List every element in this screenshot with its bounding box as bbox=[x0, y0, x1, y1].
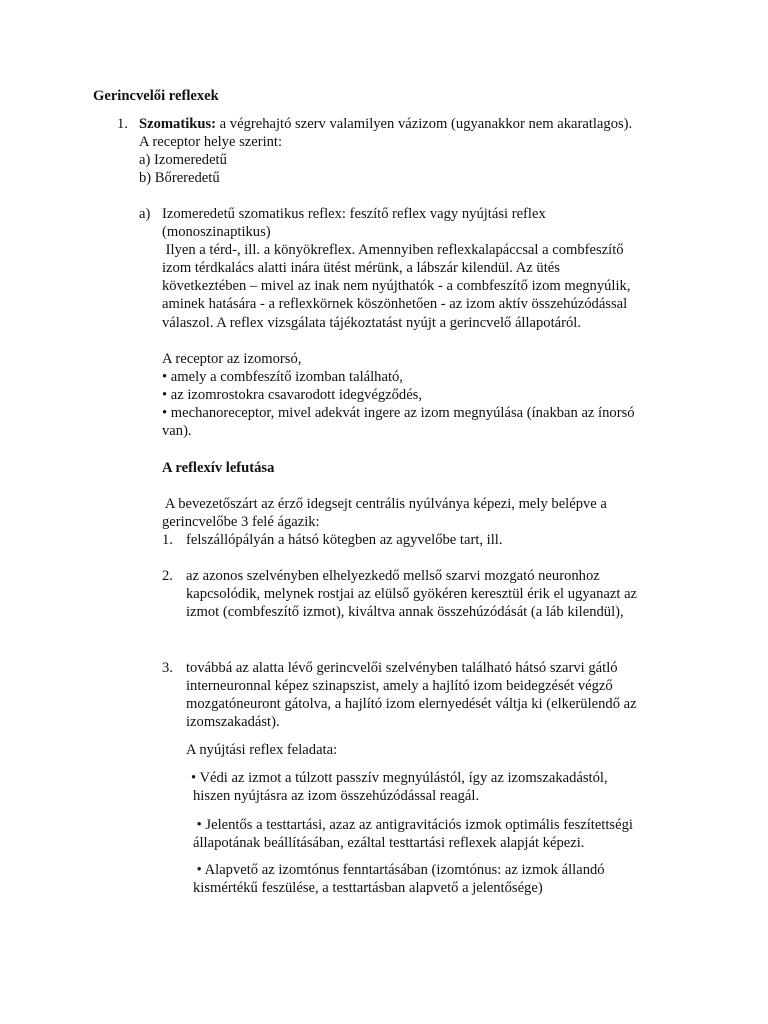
reflexiv-heading: A reflexív lefutása bbox=[162, 460, 275, 476]
section1-label: Szomatikus: bbox=[139, 116, 217, 132]
section1-line: a) Izomeredetű bbox=[139, 152, 227, 168]
feladat-heading: A nyújtási reflex feladata: bbox=[186, 742, 338, 758]
reflexiv-intro: gerincvelőbe 3 felé ágazik: bbox=[162, 514, 320, 530]
section1-line: b) Bőreredetű bbox=[139, 170, 220, 186]
sub-a-line: Ilyen a térd-, ill. a könyökreflex. Amennyiben reflexkalapáccsal a combfeszítő bbox=[162, 242, 624, 258]
feladat-item-line: kismértékű feszülése, a testtartásban alapvető a jelentősége) bbox=[193, 880, 543, 896]
reflexiv-item-line: továbbá az alatta lévő gerincvelői szelvényben található hátsó szarvi gátló bbox=[186, 660, 618, 676]
reflexiv-item-line: interneuronnal képez szinapszist, amely a hajlító izom beidegzését végző bbox=[186, 678, 613, 694]
reflexiv-item-number: 1. bbox=[162, 532, 173, 548]
section1-line: A receptor helye szerint: bbox=[139, 134, 283, 150]
sub-a-line: aminek hatására - a reflexkörnek köszönhetően - az izom aktív összehúzódással bbox=[162, 296, 628, 312]
feladat-item-line: hiszen nyújtásra az izom összehúzódással reagál. bbox=[193, 788, 480, 804]
reflexiv-item-line: kapcsolódik, melynek rostjai az elülső gyökéren keresztül érik el ugyanazt az bbox=[186, 586, 638, 602]
feladat-item-line: • Jelentős a testtartási, azaz az antigravitációs izmok optimális feszítettségi bbox=[193, 817, 633, 833]
reflexiv-item-line: izmot (combfeszítő izmot), kiváltva annak összehúzódását (a láb kilendül), bbox=[186, 604, 624, 620]
reflexiv-item-number: 2. bbox=[162, 568, 173, 584]
receptor-bullet: • mechanoreceptor, mivel adekvát ingere az izom megnyúlása (ínakban az ínorsó bbox=[162, 405, 635, 421]
reflexiv-item-line: felszállópályán a hátsó kötegben az agyvelőbe tart, ill. bbox=[186, 532, 503, 548]
sub-a-line: válaszol. A reflex vizsgálata tájékoztatást nyújt a gerincvelő állapotáról. bbox=[162, 315, 581, 331]
section1-text: a végrehajtó szerv valamilyen vázizom (ugyanakkor nem akaratlagos). bbox=[216, 116, 633, 132]
sub-a-line: (monoszinaptikus) bbox=[162, 224, 271, 240]
sub-a-line: következtében – mivel az inak nem nyújthatók - a combfeszítő izom megnyúlik, bbox=[162, 278, 631, 294]
feladat-item-line: • Védi az izmot a túlzott passzív megnyúlástól, így az izomszakadástól, bbox=[191, 770, 608, 786]
section1-first-line bbox=[139, 116, 632, 134]
document-title: Gerincvelői reflexek bbox=[93, 88, 219, 104]
sub-a-marker: a) bbox=[139, 206, 151, 222]
reflexiv-intro: A bevezetőszárt az érző idegsejt centrális nyúlványa képezi, mely belépve a bbox=[162, 496, 607, 512]
reflexiv-item-line: mozgatóneuront gátolva, a hajlító izom elernyedését váltja ki (elkerülendő az bbox=[186, 696, 637, 712]
feladat-item-line: • Alapvető az izomtónus fenntartásában (izomtónus: az izmok állandó bbox=[193, 862, 605, 878]
sub-a-line: izom térdkalács alatti inára ütést mérünk, a lábszár kilendül. Az ütés bbox=[162, 260, 560, 276]
feladat-item-line: állapotának beállításában, ezáltal testtartási reflexek alapját képezi. bbox=[193, 835, 585, 851]
section1-number: 1. bbox=[117, 116, 128, 132]
reflexiv-item-line: az azonos szelvényben elhelyezkedő mellső szarvi mozgató neuronhoz bbox=[186, 568, 600, 584]
receptor-bullet: • az izomrostokra csavarodott idegvégződés, bbox=[162, 387, 423, 403]
receptor-intro: A receptor az izomorsó, bbox=[162, 351, 302, 367]
reflexiv-item-number: 3. bbox=[162, 660, 173, 676]
receptor-bullet: • amely a combfeszítő izomban található, bbox=[162, 369, 403, 385]
sub-a-line: Izomeredetű szomatikus reflex: feszítő reflex vagy nyújtási reflex bbox=[162, 206, 546, 222]
reflexiv-item-line: izomszakadást). bbox=[186, 714, 280, 730]
receptor-bullet: van). bbox=[162, 423, 192, 439]
